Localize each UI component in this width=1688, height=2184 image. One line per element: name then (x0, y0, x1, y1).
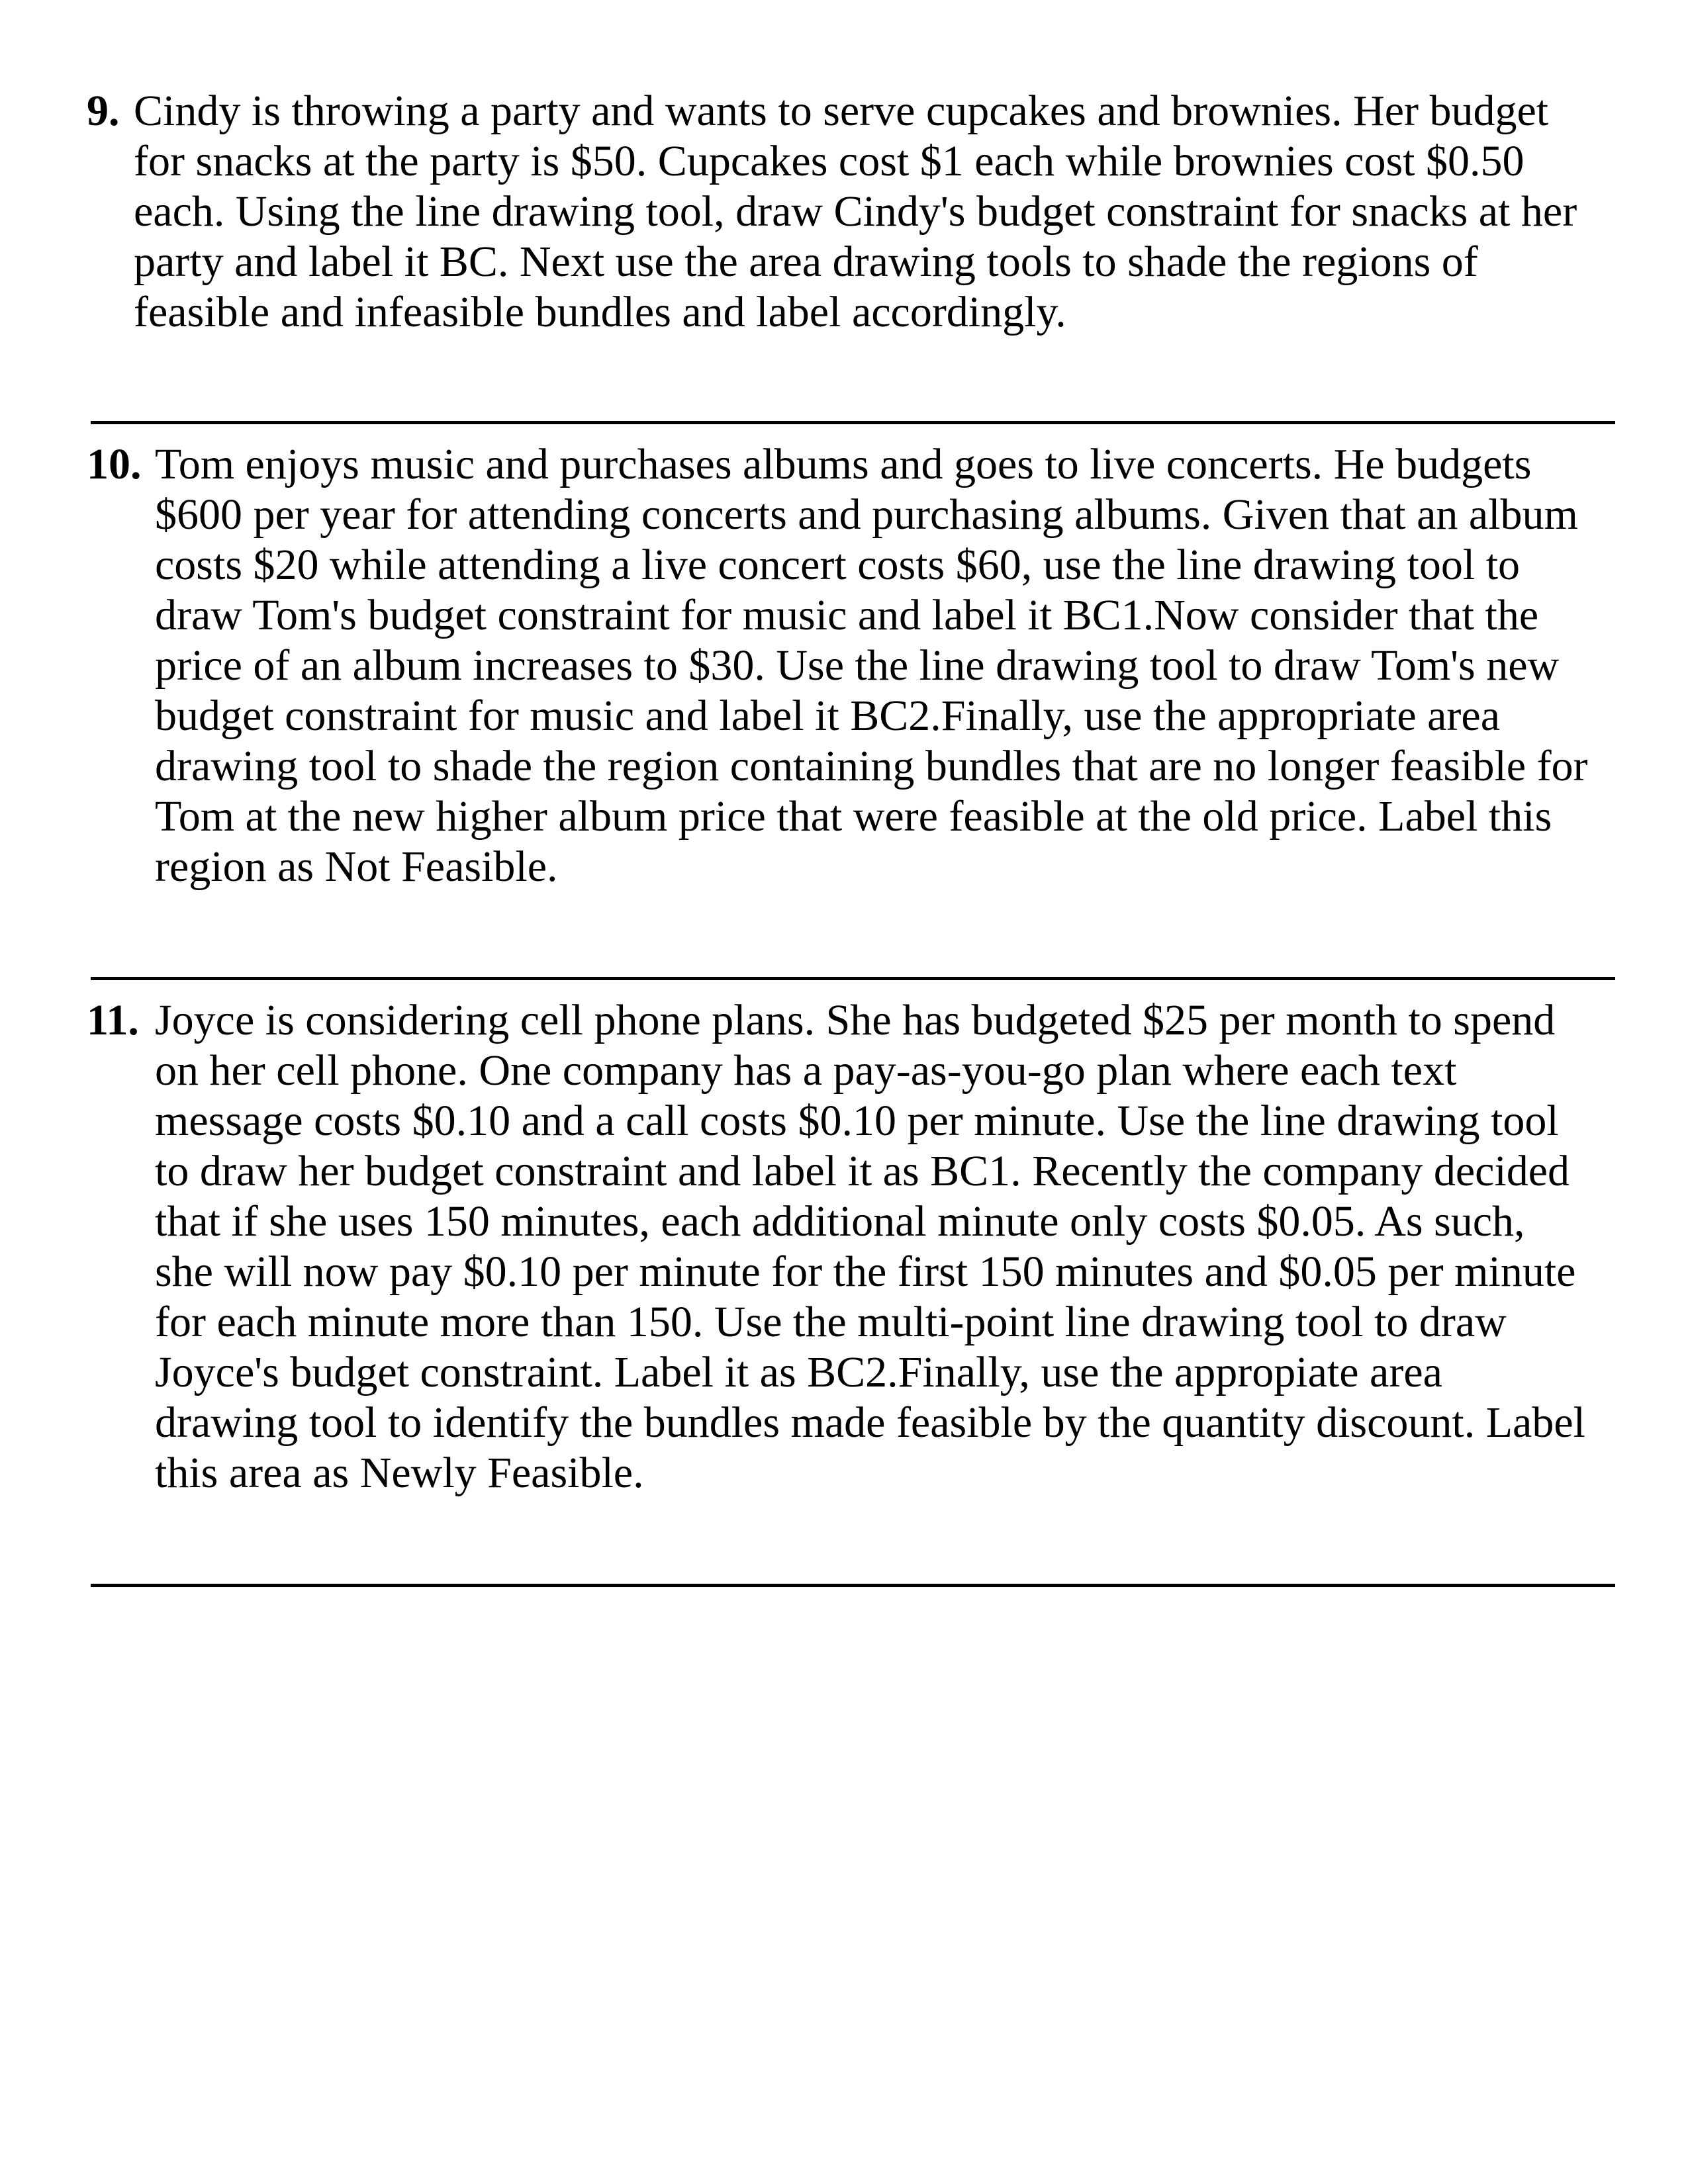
text-line: she will now pay $0.10 per minute for the first 150 minutes and $0.05 per minute (155, 1248, 1576, 1296)
text-line: region as Not Feasible. (155, 842, 558, 891)
text-line: that if she uses 150 minutes, each additional minute only costs $0.05. As such, (155, 1197, 1525, 1246)
text-line: for snacks at the party is $50. Cupcakes cost $1 each while brownies cost $0.50 (134, 137, 1524, 185)
text-line: this area as Newly Feasible. (155, 1449, 644, 1497)
question-text (155, 995, 1585, 1498)
text-line: draw Tom's budget constraint for music and label it BC1.Now consider that the (155, 591, 1539, 639)
question-number: 10. (87, 440, 142, 488)
answer-divider (91, 421, 1615, 424)
text-line: party and label it BC. Next use the area drawing tools to shade the regions of (134, 238, 1478, 286)
answer-divider (91, 1584, 1615, 1587)
text-line: Joyce's budget constraint. Label it as BC2.Finally, use the appropiate area (155, 1348, 1442, 1396)
text-line: Cindy is throwing a party and wants to serve cupcakes and brownies. Her budget (134, 87, 1549, 135)
question-text (134, 86, 1577, 338)
text-line: message costs $0.10 and a call costs $0.10 per minute. Use the line drawing tool (155, 1097, 1559, 1145)
text-line: costs $20 while attending a live concert costs $60, use the line drawing tool to (155, 541, 1521, 589)
text-line: price of an album increases to $30. Use the line drawing tool to draw Tom's new (155, 641, 1560, 690)
text-line: Tom enjoys music and purchases albums and goes to live concerts. He budgets (155, 440, 1532, 488)
text-line: $600 per year for attending concerts and purchasing albums. Given that an album (155, 490, 1578, 539)
text-line: for each minute more than 150. Use the multi-point line drawing tool to draw (155, 1298, 1507, 1346)
answer-divider (91, 977, 1615, 980)
text-line: budget constraint for music and label it BC2.Finally, use the appropriate area (155, 692, 1500, 740)
question-11 (87, 995, 1585, 1498)
question-10 (87, 439, 1588, 892)
text-line: each. Using the line drawing tool, draw Cindy's budget constraint for snacks at her (134, 187, 1577, 236)
question-number: 11. (87, 996, 139, 1044)
text-line: Joyce is considering cell phone plans. She has budgeted $25 per month to spend (155, 996, 1556, 1044)
text-line: drawing tool to identify the bundles made feasible by the quantity discount. Label (155, 1398, 1585, 1447)
text-line: on her cell phone. One company has a pay-as-you-go plan where each text (155, 1046, 1457, 1095)
text-line: to draw her budget constraint and label it as BC1. Recently the company decided (155, 1147, 1570, 1195)
text-line: drawing tool to shade the region containing bundles that are no longer feasible for (155, 742, 1588, 790)
text-line: feasible and infeasible bundles and label accordingly. (134, 288, 1066, 336)
question-number: 9. (87, 87, 120, 135)
question-text (155, 439, 1588, 892)
question-9 (87, 86, 1577, 338)
text-line: Tom at the new higher album price that were feasible at the old price. Label this (155, 792, 1552, 841)
